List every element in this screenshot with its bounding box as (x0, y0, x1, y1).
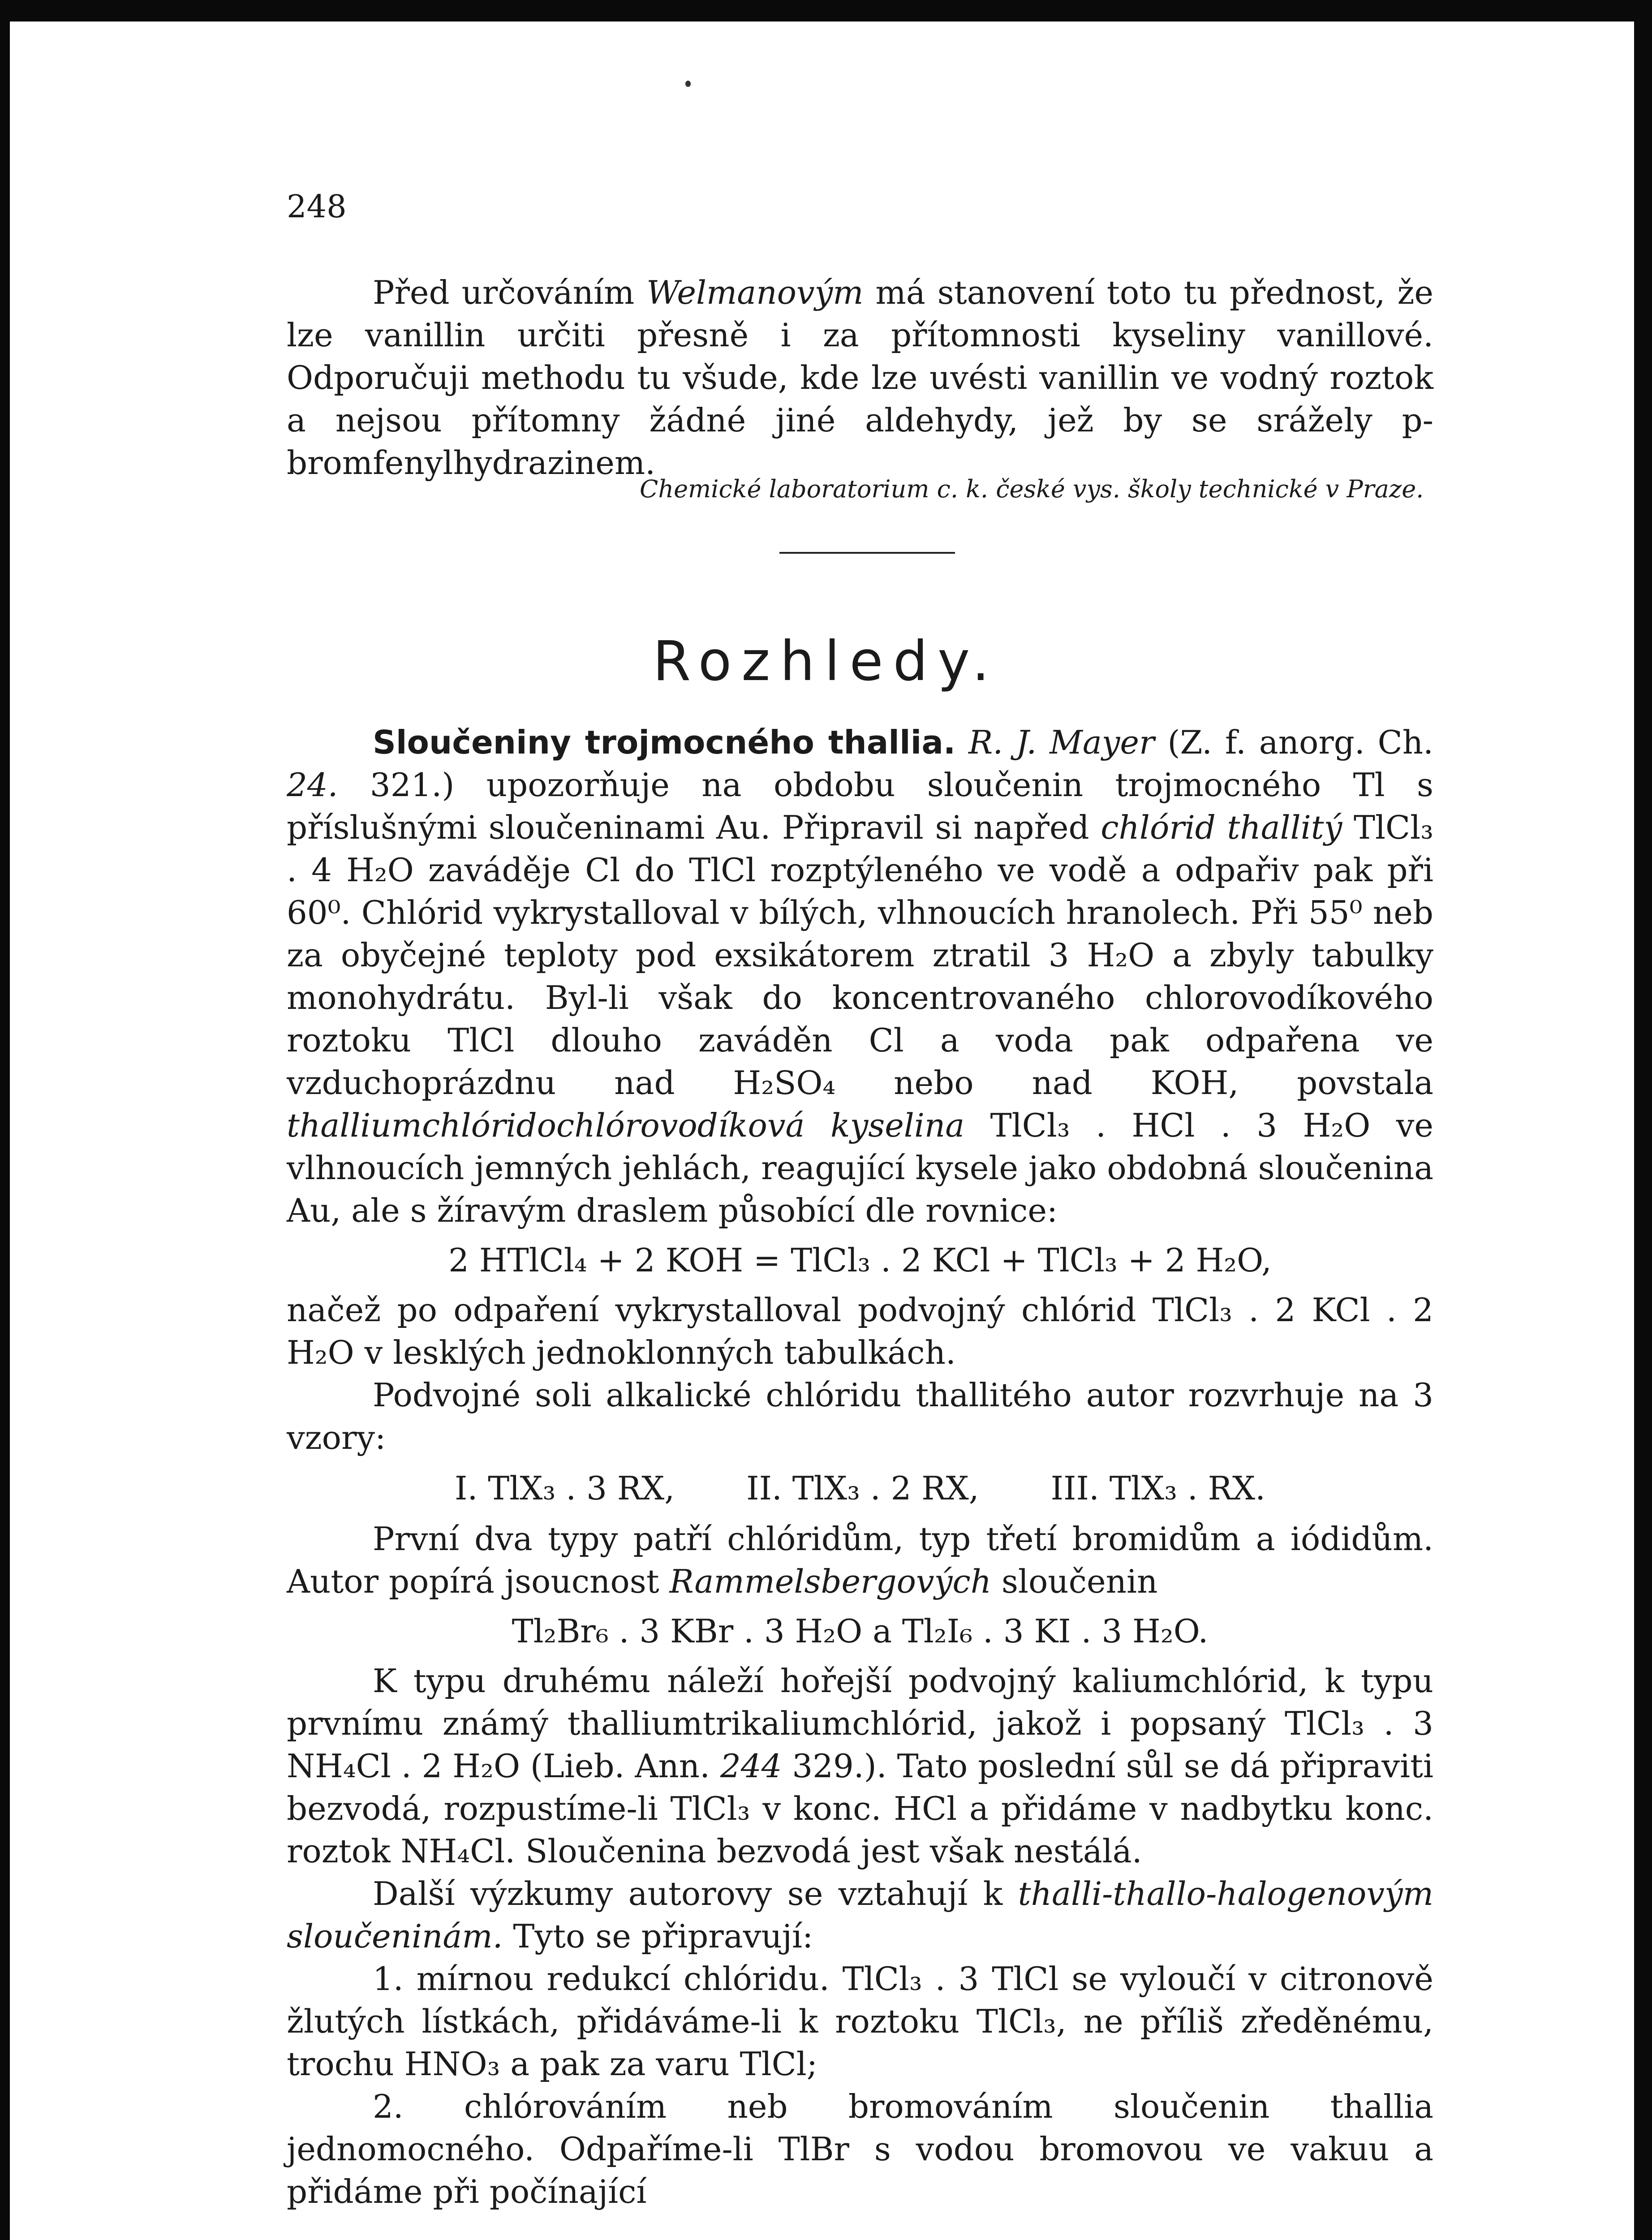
separator-rule (779, 552, 955, 554)
article-paragraph-4 (287, 1518, 1433, 1603)
p4-italic-name: Rammelsbergových (669, 1563, 992, 1600)
scan-border-top (0, 0, 1652, 22)
lab-signature: Chemické laboratorium c. k. české vys. školy technické v Praze. (640, 475, 1424, 503)
article-title: Sloučeniny trojmocného thallia. (373, 724, 956, 761)
article-paragraph-8: 2. chlórováním neb bromováním sloučenin thallia jednomocného. Odpaříme-li TlBr s vodou bromovou ve vakuu a přidáme při počínající (287, 2088, 1433, 2210)
p6-text-a: Další výzkumy autorovy se vztahují k (373, 1875, 1018, 1913)
type-2: II. TlX₃ . 2 RX, (746, 1469, 979, 1507)
scan-speck (685, 81, 691, 87)
scan-border-left (0, 0, 10, 2240)
equation-1: 2 HTlCl₄ + 2 KOH = TlCl₃ . 2 KCl + TlCl₃ + 2 H₂O, (448, 1241, 1272, 1279)
article-paragraph-5 (287, 1660, 1433, 1873)
p5-text-b: 329.). Tato poslední sůl se dá připraviti bezvodá, rozpustíme-li TlCl₃ v konc. HCl a přidáme v nadbytku konc. roztok NH₄Cl. Sloučenina bezvodá jest však nestálá. (287, 1747, 1433, 1870)
section-title: Rozhledy. (653, 629, 999, 693)
page-number: 248 (287, 188, 347, 225)
scan-border-right (1634, 0, 1652, 2240)
intro-text (287, 271, 1433, 484)
p1-text-a: upozorňuje na obdobu sloučenin trojmocného Tl s příslušnými sloučeninami Au. Připravil si napřed (287, 766, 1433, 846)
p6-italic-term: thalli-thallo-halogenovým sloučeninám. (287, 1875, 1433, 1955)
intro-text-b: má stanovení toto tu přednost, že lze vanillin určiti přesně i za přítomnosti kyseliny vanillové. Odporučuji methodu tu všude, kde lze uvésti vanillin ve vodný roztok a nejsou přítomny žádné jiné aldehydy, jež by se srážely p-bromfenylhydrazinem. (287, 274, 1433, 482)
article-body (287, 721, 1433, 2213)
ref-close: 321.) (370, 766, 455, 804)
intro-paragraph (287, 271, 1433, 484)
article-paragraph-7: 1. mírnou redukcí chlóridu. TlCl₃ . 3 TlCl se vyloučí v citronově žlutých lístkách, přidáváme-li k roztoku TlCl₃, ne příliš zředěnému, trochu HNO₃ a pak za varu TlCl; (287, 1960, 1433, 2083)
p1-text-c: TlCl₃ . HCl . 3 H₂O ve vlhnoucích jemných jehlách, reagující kysele jako obdobná sloučenina Au, ale s žíravým draslem působící dle rovnice: (287, 1107, 1433, 1229)
p1-text-b: TlCl₃ . 4 H₂O zaváděje Cl do TlCl rozptýleného ve vodě a odpařiv pak při 60⁰. Chlórid vykrystalloval v bílých, vlhnoucích hranolech. Při 55⁰ neb za obyčejné teploty pod exsikátorem ztratil 3 H₂O a zbyly tabulky monohydrátu. Byl-li však do koncentrovaného chlorovodíkového roztoku TlCl dlouho zaváděn Cl a voda pak odpařena ve vzduchoprázdnu nad H₂SO₄ nebo nad KOH, povstala (287, 809, 1433, 1102)
formula-types (287, 1467, 1433, 1510)
p1-italic-term-2: thalliumchlóridochlórovodíková kyselina (287, 1107, 965, 1144)
article-paragraph-6 (287, 1873, 1433, 1958)
p4-text-b: sloučenin (991, 1563, 1158, 1600)
p5-volume: 244 (720, 1747, 782, 1785)
ref-open: (Z. f. anorg. Ch. (1167, 724, 1433, 761)
intro-text-a: Před určováním (373, 274, 647, 311)
article-paragraph-1 (287, 721, 1433, 1232)
intro-author: Welmanovým (646, 274, 864, 311)
p6-text-b: Tyto se připravují: (503, 1917, 813, 1955)
p5-text-a: K typu druhému náleží hořejší podvojný kaliumchlórid, k typu prvnímu známý thalliumtrikaliumchlórid, jakož i popsaný TlCl₃ . 3 NH₄Cl . 2 H₂O (Lieb. Ann. (287, 1662, 1433, 1785)
article-paragraph-2: načež po odpaření vykrystalloval podvojný chlórid TlCl₃ . 2 KCl . 2 H₂O v lesklých jednoklonných tabulkách. (287, 1291, 1433, 1371)
ref-volume: 24. (287, 766, 338, 804)
equation-2: Tl₂Br₆ . 3 KBr . 3 H₂O a Tl₂I₆ . 3 KI . 3 H₂O. (512, 1612, 1209, 1650)
p4-text-a: První dva typy patří chlóridům, typ třetí bromidům a iódidům. Autor popírá jsoucnost (287, 1520, 1433, 1600)
article-author: R. J. Mayer (968, 724, 1155, 761)
p1-italic-term: chlórid thallitý (1101, 809, 1342, 846)
article-paragraph-3: Podvojné soli alkalické chlóridu thallitého autor rozvrhuje na 3 vzory: (287, 1376, 1433, 1456)
type-1: I. TlX₃ . 3 RX, (455, 1469, 675, 1507)
type-3: III. TlX₃ . RX. (1050, 1469, 1265, 1507)
